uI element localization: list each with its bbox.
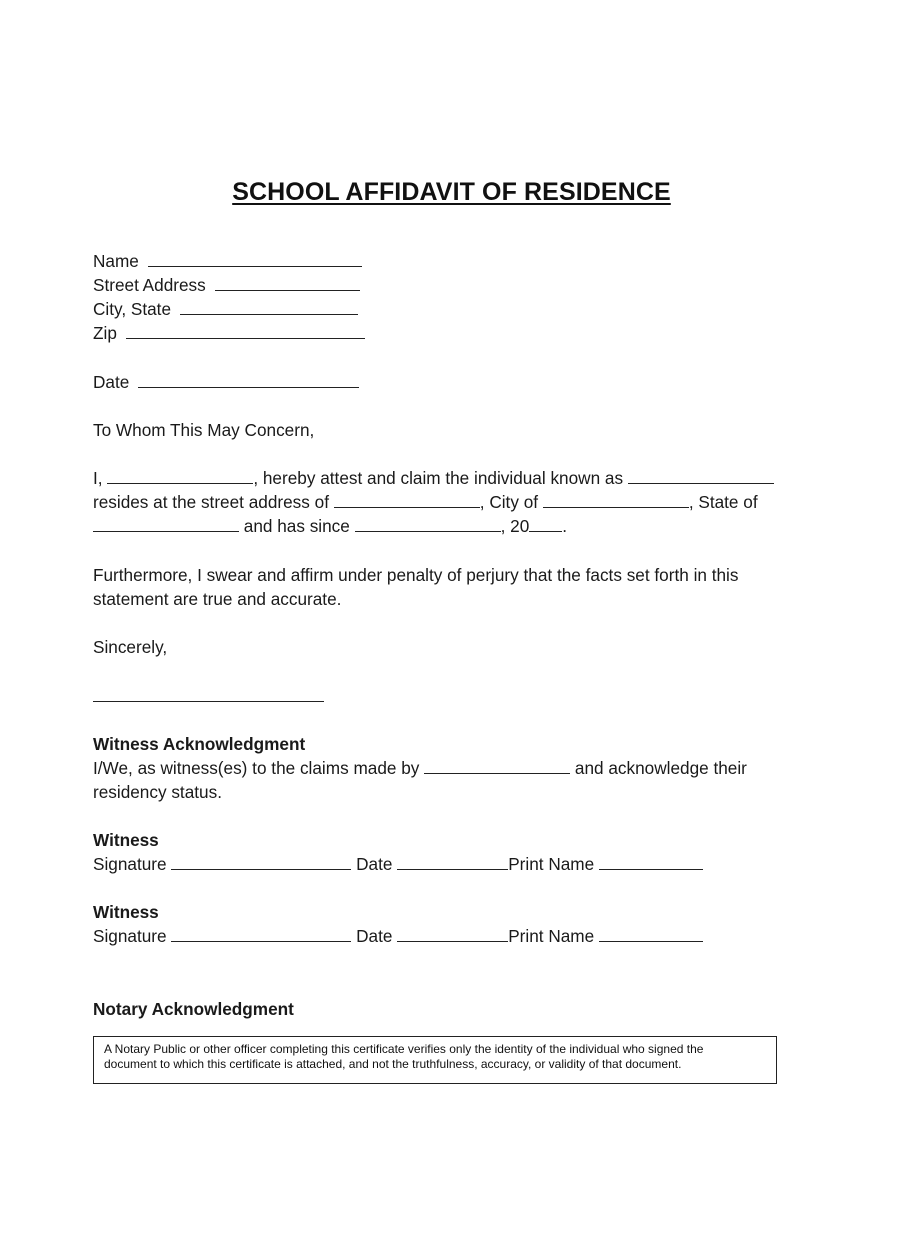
witness-2-print-name-label: Print Name (508, 926, 599, 946)
witness-ack-text-1: I/We, as witness(es) to the claims made by (93, 758, 425, 778)
witness-1-date-label: Date (351, 854, 398, 874)
witness-ack-text-2: and acknowledge their (570, 758, 747, 778)
affiant-name-blank[interactable] (107, 466, 253, 484)
name-field-row (93, 249, 362, 273)
witness-2-heading: Witness (93, 902, 159, 922)
witness-2-print-name-blank[interactable] (599, 924, 703, 942)
witness-ack-line-2: residency status. (93, 782, 222, 802)
notary-disclaimer-line-2: document to which this certificate is attached, and not the truthfulness, accuracy, or validity of that document. (104, 1057, 682, 1071)
attestation-text-8: . (562, 516, 568, 536)
witness-1-heading: Witness (93, 830, 159, 850)
witness-1-signature-label: Signature (93, 854, 172, 874)
notary-heading: Notary Acknowledgment (93, 999, 294, 1019)
zip-blank[interactable] (126, 321, 365, 339)
attestation-text-7: , 20 (500, 516, 530, 536)
witness-ack-heading: Witness Acknowledgment (93, 734, 306, 754)
zip-label: Zip (93, 323, 117, 343)
witness-1-date-blank[interactable] (397, 852, 508, 870)
attestation-line-2 (93, 490, 758, 514)
attestation-text-5: , State of (688, 492, 758, 512)
year-blank[interactable] (529, 514, 562, 532)
city-state-label: City, State (93, 299, 172, 319)
street-field-row (93, 273, 360, 297)
witness-2-signature-blank[interactable] (171, 924, 351, 942)
witness-1-print-name-label: Print Name (508, 854, 599, 874)
street-blank[interactable] (215, 273, 360, 291)
oath-line-1: Furthermore, I swear and affirm under penalty of perjury that the facts set forth in this (93, 565, 739, 585)
witness-1-row (93, 852, 703, 876)
city-state-field-row (93, 297, 358, 321)
attestation-line-1 (93, 466, 774, 490)
date-blank[interactable] (138, 370, 359, 388)
attestation-text-2: , hereby attest and claim the individual known as (253, 468, 628, 488)
notary-disclaimer-line-1: A Notary Public or other officer completing this certificate verifies only the identity of the individual who signed the (104, 1042, 704, 1056)
attestation-text-1: I, (93, 468, 108, 488)
name-label: Name (93, 251, 139, 271)
witness-2-signature-label: Signature (93, 926, 172, 946)
witness-1-signature-blank[interactable] (171, 852, 351, 870)
attestation-line-3 (93, 514, 567, 538)
claimant-name-blank[interactable] (424, 756, 570, 774)
document-title: SCHOOL AFFIDAVIT OF RESIDENCE (232, 178, 671, 206)
street-address-blank[interactable] (334, 490, 480, 508)
witness-2-row (93, 924, 703, 948)
name-blank[interactable] (148, 249, 362, 267)
date-field-row (93, 370, 359, 394)
street-label: Street Address (93, 275, 206, 295)
date-label: Date (93, 372, 130, 392)
since-date-blank[interactable] (355, 514, 501, 532)
city-blank[interactable] (543, 490, 689, 508)
attestation-text-3: resides at the street address of (93, 492, 334, 512)
witness-2-date-label: Date (351, 926, 398, 946)
state-blank[interactable] (93, 514, 239, 532)
notary-disclaimer-box (93, 1036, 777, 1084)
witness-2-date-blank[interactable] (397, 924, 508, 942)
witness-1-print-name-blank[interactable] (599, 852, 703, 870)
attestation-text-6: and has since (239, 516, 355, 536)
individual-name-blank[interactable] (628, 466, 774, 484)
salutation: To Whom This May Concern, (93, 420, 315, 440)
zip-field-row (93, 321, 365, 345)
oath-line-2: statement are true and accurate. (93, 589, 342, 609)
attestation-text-4: , City of (479, 492, 543, 512)
city-state-blank[interactable] (180, 297, 358, 315)
affiant-signature-line[interactable] (93, 701, 324, 702)
witness-ack-line-1 (93, 756, 747, 780)
closing: Sincerely, (93, 637, 168, 657)
